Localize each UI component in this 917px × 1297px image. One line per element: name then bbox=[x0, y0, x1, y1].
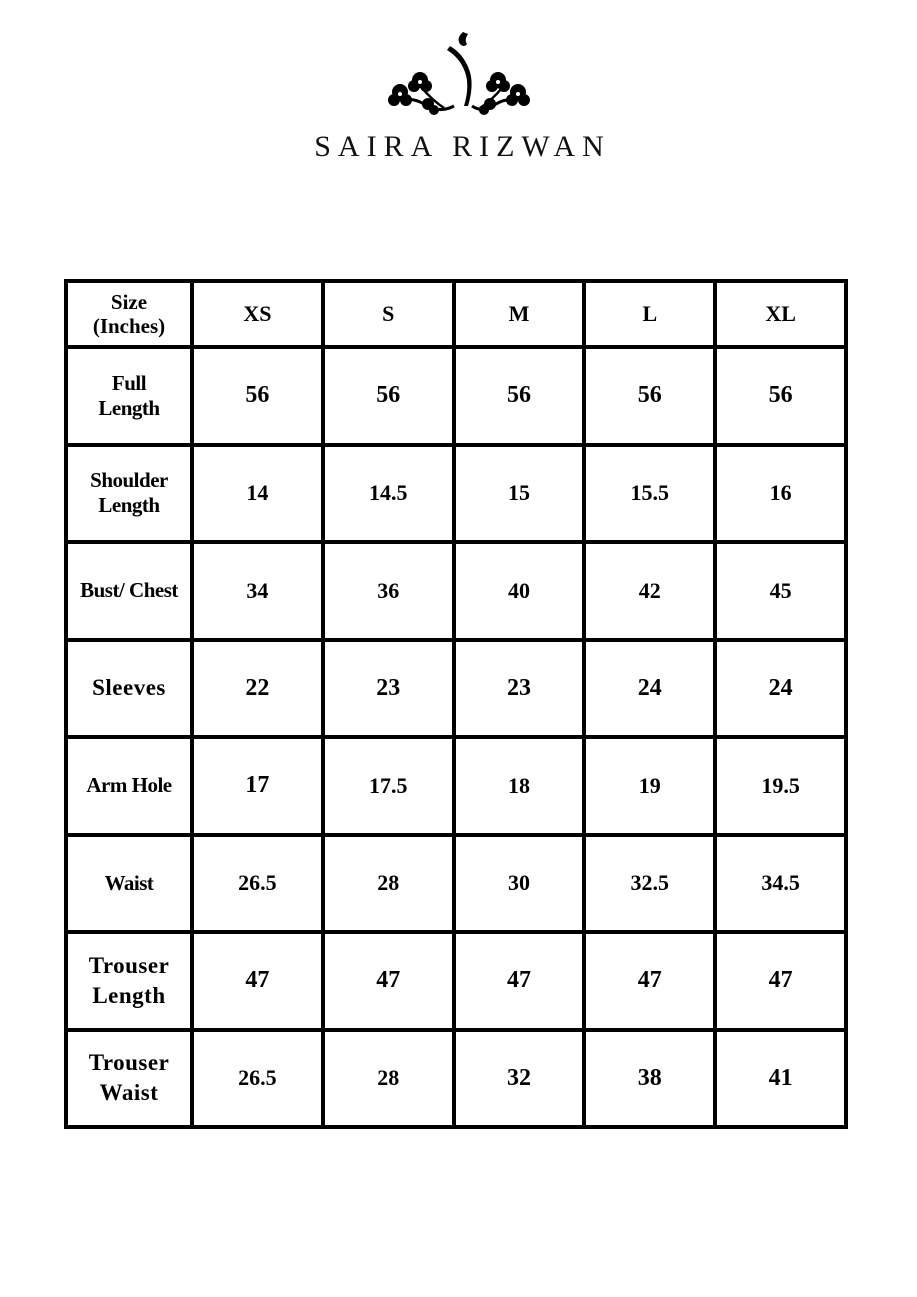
value-cell: 19 bbox=[586, 739, 713, 833]
value-cell: 18 bbox=[456, 739, 583, 833]
value-cell: 32 bbox=[456, 1032, 583, 1126]
row-label-line: Sleeves bbox=[92, 675, 166, 701]
floral-monogram-icon bbox=[384, 28, 534, 120]
value-cell: 56 bbox=[586, 349, 713, 443]
row-label-sleeves bbox=[68, 642, 190, 736]
value-cell: 14 bbox=[194, 447, 321, 541]
row-label-bust-chest bbox=[68, 544, 190, 638]
size-label: Size bbox=[110, 290, 148, 314]
value-cell: 22 bbox=[194, 642, 321, 736]
value-cell: 56 bbox=[456, 349, 583, 443]
value-cell: 56 bbox=[194, 349, 321, 443]
row-label-line: Waist bbox=[99, 1080, 159, 1106]
row-bust-chest bbox=[68, 544, 844, 638]
value-cell: 19.5 bbox=[717, 739, 844, 833]
size-corner-cell bbox=[68, 283, 190, 345]
value-cell: 24 bbox=[717, 642, 844, 736]
value-cell: 15 bbox=[456, 447, 583, 541]
value-cell: 47 bbox=[325, 934, 452, 1028]
row-label-line: Length bbox=[92, 982, 166, 1008]
value-cell: 42 bbox=[586, 544, 713, 638]
size-header-row bbox=[68, 283, 844, 345]
row-label-shoulder-length bbox=[68, 447, 190, 541]
size-header-xs: XS bbox=[194, 283, 321, 345]
row-label-full-length bbox=[68, 349, 190, 443]
row-arm-hole bbox=[68, 739, 844, 833]
value-cell: 56 bbox=[325, 349, 452, 443]
value-cell: 56 bbox=[717, 349, 844, 443]
value-cell: 41 bbox=[717, 1032, 844, 1126]
value-cell: 47 bbox=[456, 934, 583, 1028]
value-cell: 47 bbox=[586, 934, 713, 1028]
size-header-m: M bbox=[456, 283, 583, 345]
row-label-line: Shoulder bbox=[90, 468, 168, 493]
row-label-line: Length bbox=[98, 493, 160, 518]
size-header-s: S bbox=[325, 283, 452, 345]
value-cell: 47 bbox=[194, 934, 321, 1028]
row-label-line: Arm Hole bbox=[86, 773, 172, 798]
value-cell: 30 bbox=[456, 837, 583, 931]
value-cell: 40 bbox=[456, 544, 583, 638]
row-label-line: Trouser bbox=[88, 1050, 170, 1076]
value-cell: 47 bbox=[717, 934, 844, 1028]
value-cell: 26.5 bbox=[194, 1032, 321, 1126]
value-cell: 26.5 bbox=[194, 837, 321, 931]
row-label-waist bbox=[68, 837, 190, 931]
size-header-l: L bbox=[586, 283, 713, 345]
value-cell: 32.5 bbox=[586, 837, 713, 931]
value-cell: 17.5 bbox=[325, 739, 452, 833]
value-cell: 38 bbox=[586, 1032, 713, 1126]
value-cell: 23 bbox=[325, 642, 452, 736]
row-label-trouser-waist bbox=[68, 1032, 190, 1126]
row-label-line: Length bbox=[98, 395, 160, 420]
value-cell: 34 bbox=[194, 544, 321, 638]
value-cell: 34.5 bbox=[717, 837, 844, 931]
value-cell: 17 bbox=[194, 739, 321, 833]
size-chart-table bbox=[64, 279, 848, 1129]
row-trouser-waist bbox=[68, 1032, 844, 1126]
brand-name: SAIRA RIZWAN bbox=[314, 130, 611, 163]
value-cell: 15.5 bbox=[586, 447, 713, 541]
brand-header bbox=[0, 28, 917, 164]
value-cell: 36 bbox=[325, 544, 452, 638]
row-full-length bbox=[68, 349, 844, 443]
size-chart bbox=[64, 279, 848, 1129]
row-label-line: Trouser bbox=[88, 952, 170, 978]
value-cell: 45 bbox=[717, 544, 844, 638]
row-label-trouser-length bbox=[68, 934, 190, 1028]
size-header-xl: XL bbox=[717, 283, 844, 345]
row-waist bbox=[68, 837, 844, 931]
value-cell: 28 bbox=[325, 1032, 452, 1126]
unit-label: (Inches) bbox=[92, 314, 166, 338]
row-sleeves bbox=[68, 642, 844, 736]
row-label-line: Waist bbox=[104, 870, 154, 895]
row-label-line: Bust/ Chest bbox=[80, 578, 178, 603]
row-shoulder-length bbox=[68, 447, 844, 541]
value-cell: 24 bbox=[586, 642, 713, 736]
value-cell: 16 bbox=[717, 447, 844, 541]
row-label-line: Full bbox=[111, 370, 147, 395]
row-label-arm-hole bbox=[68, 739, 190, 833]
value-cell: 28 bbox=[325, 837, 452, 931]
row-trouser-length bbox=[68, 934, 844, 1028]
value-cell: 14.5 bbox=[325, 447, 452, 541]
value-cell: 23 bbox=[456, 642, 583, 736]
